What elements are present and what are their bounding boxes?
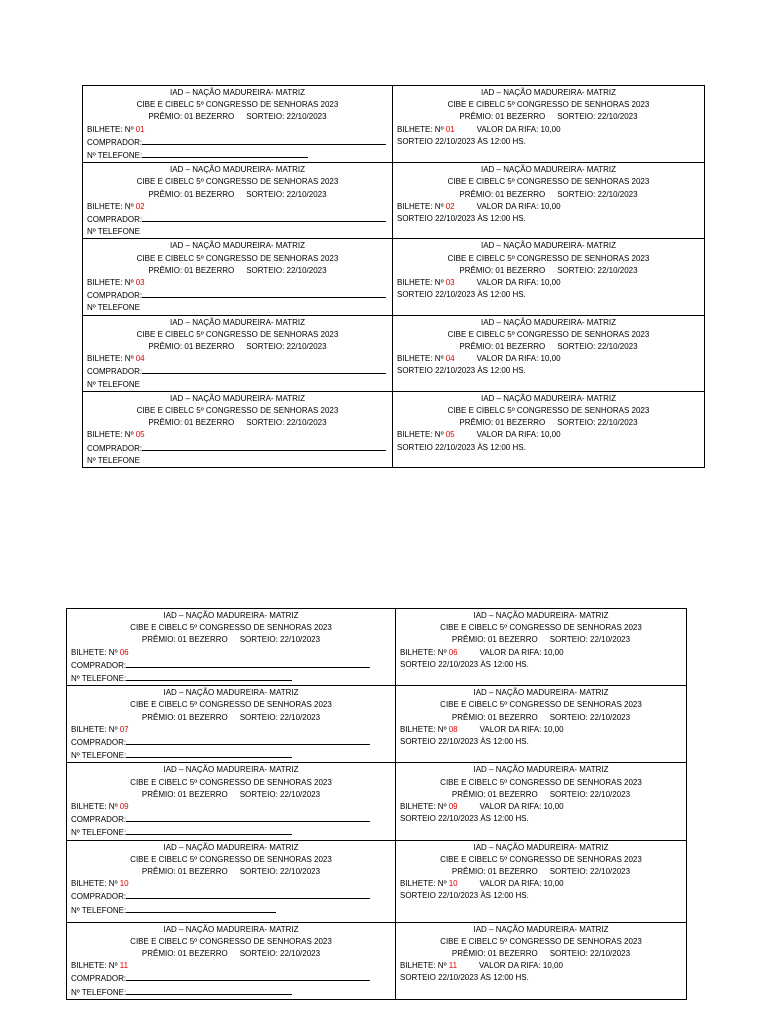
buyer-label: COMPRADOR: [71,738,127,748]
org-name: IAD – NAÇÃO MADUREIRA- MATRIZ [473,688,609,698]
ticket-stub [67,686,396,763]
buyer-field[interactable] [126,972,370,981]
ticket-stub [67,840,396,922]
prize: PRÊMIO: 01 BEZERRO [459,189,546,199]
draw-date: SORTEIO: 22/10/2023 [549,949,631,959]
ticket-stub [83,391,393,467]
event-name: CIBE E CIBELC 5º CONGRESSO DE SENHORAS 2023 [447,329,650,339]
buyer-field[interactable] [142,442,386,451]
prize: PRÊMIO: 01 BEZERRO [459,112,546,122]
draw-time: SORTEIO 22/10/2023 ÀS 12:00 HS. [397,366,526,376]
buyer-label: COMPRADOR: [87,291,143,301]
ticket-row [67,922,687,999]
ticket-row [83,391,705,467]
ticket-label: BILHETE: Nº [87,201,134,211]
raffle-value: VALOR DA RIFA: 10,00 [479,802,564,812]
ticket-row [67,840,687,922]
phone-label: Nº TELEFONE: [71,674,127,684]
org-name: IAD – NAÇÃO MADUREIRA- MATRIZ [481,165,616,175]
org-name: IAD – NAÇÃO MADUREIRA- MATRIZ [481,393,616,403]
draw-date: SORTEIO: 22/10/2023 [239,635,321,645]
prize: PRÊMIO: 01 BEZERRO [459,265,546,275]
ticket-number: 03 [135,278,145,288]
draw-time: SORTEIO 22/10/2023 ÀS 12:00 HS. [397,290,526,300]
ticket-counterfoil [396,609,687,686]
ticket-number: 07 [119,724,129,734]
org-name: IAD – NAÇÃO MADUREIRA- MATRIZ [473,765,609,775]
raffle-sheet-2 [66,608,687,1000]
phone-field[interactable] [126,749,292,758]
buyer-label: COMPRADOR: [71,815,127,825]
event-name: CIBE E CIBELC 5º CONGRESSO DE SENHORAS 2023 [136,253,339,263]
ticket-label: BILHETE: Nº [400,647,447,657]
ticket-counterfoil [396,840,687,922]
ticket-row [83,163,705,239]
ticket-label: BILHETE: Nº [400,802,447,812]
org-name: IAD – NAÇÃO MADUREIRA- MATRIZ [163,842,299,852]
prize: PRÊMIO: 01 BEZERRO [451,949,538,959]
org-name: IAD – NAÇÃO MADUREIRA- MATRIZ [170,165,305,175]
phone-field[interactable] [126,904,276,913]
draw-date: SORTEIO: 22/10/2023 [557,189,638,199]
phone-label: Nº TELEFONE: [87,151,143,161]
ticket-number: 04 [445,354,455,364]
prize: PRÊMIO: 01 BEZERRO [459,418,546,428]
draw-time: SORTEIO 22/10/2023 ÀS 12:00 HS. [400,737,529,747]
draw-date: SORTEIO: 22/10/2023 [239,867,321,877]
draw-date: SORTEIO: 22/10/2023 [557,112,638,122]
buyer-label: COMPRADOR: [71,892,127,902]
draw-time: SORTEIO 22/10/2023 ÀS 12:00 HS. [400,891,529,901]
phone-label: Nº TELEFONE: [71,905,127,915]
org-name: IAD – NAÇÃO MADUREIRA- MATRIZ [473,924,609,934]
org-name: IAD – NAÇÃO MADUREIRA- MATRIZ [473,842,609,852]
ticket-number: 02 [135,201,145,211]
prize: PRÊMIO: 01 BEZERRO [459,342,546,352]
ticket-stub [67,922,396,999]
event-name: CIBE E CIBELC 5º CONGRESSO DE SENHORAS 2023 [440,777,642,787]
event-name: CIBE E CIBELC 5º CONGRESSO DE SENHORAS 2023 [440,854,642,864]
phone-label: Nº TELEFONE: [71,751,127,761]
event-name: CIBE E CIBELC 5º CONGRESSO DE SENHORAS 2023 [440,700,642,710]
prize: PRÊMIO: 01 BEZERRO [451,789,538,799]
draw-date: SORTEIO: 22/10/2023 [246,342,327,352]
phone-label: Nº TELEFONE: [71,828,127,838]
draw-date: SORTEIO: 22/10/2023 [246,265,327,275]
ticket-stub [83,163,393,239]
event-name: CIBE E CIBELC 5º CONGRESSO DE SENHORAS 2023 [447,100,650,110]
ticket-label: BILHETE: Nº [400,724,447,734]
prize: PRÊMIO: 01 BEZERRO [141,867,228,877]
ticket-number: 10 [448,879,458,889]
event-name: CIBE E CIBELC 5º CONGRESSO DE SENHORAS 2023 [136,406,339,416]
org-name: IAD – NAÇÃO MADUREIRA- MATRIZ [170,88,305,97]
ticket-number: 09 [448,802,458,812]
buyer-field[interactable] [126,890,370,899]
buyer-label: COMPRADOR: [71,660,127,670]
ticket-number: 09 [119,802,129,812]
event-name: CIBE E CIBELC 5º CONGRESSO DE SENHORAS 2023 [130,700,332,710]
phone-label: Nº TELEFONE [87,227,141,237]
ticket-number: 01 [445,124,455,134]
ticket-label: BILHETE: Nº [87,278,134,288]
event-name: CIBE E CIBELC 5º CONGRESSO DE SENHORAS 2023 [440,936,642,946]
event-name: CIBE E CIBELC 5º CONGRESSO DE SENHORAS 2023 [447,177,650,187]
prize: PRÊMIO: 01 BEZERRO [148,189,235,199]
ticket-label: BILHETE: Nº [397,430,444,440]
org-name: IAD – NAÇÃO MADUREIRA- MATRIZ [163,611,299,620]
ticket-counterfoil [396,686,687,763]
draw-date: SORTEIO: 22/10/2023 [549,789,631,799]
ticket-label: BILHETE: Nº [87,354,134,364]
org-name: IAD – NAÇÃO MADUREIRA- MATRIZ [163,765,299,775]
draw-date: SORTEIO: 22/10/2023 [246,189,327,199]
ticket-label: BILHETE: Nº [397,354,444,364]
ticket-stub [67,609,396,686]
ticket-counterfoil [393,391,705,467]
prize: PRÊMIO: 01 BEZERRO [148,418,235,428]
ticket-label: BILHETE: Nº [71,961,118,971]
raffle-value: VALOR DA RIFA: 10,00 [476,124,561,134]
ticket-number: 02 [445,201,455,211]
ticket-row [67,609,687,686]
phone-label: Nº TELEFONE [87,455,141,465]
ticket-label: BILHETE: Nº [397,278,444,288]
ticket-label: BILHETE: Nº [87,430,134,440]
prize: PRÊMIO: 01 BEZERRO [148,265,235,275]
org-name: IAD – NAÇÃO MADUREIRA- MATRIZ [163,924,299,934]
ticket-label: BILHETE: Nº [71,879,118,889]
buyer-field[interactable] [126,813,370,822]
draw-time: SORTEIO 22/10/2023 ÀS 12:00 HS. [400,814,529,824]
event-name: CIBE E CIBELC 5º CONGRESSO DE SENHORAS 2023 [447,253,650,263]
org-name: IAD – NAÇÃO MADUREIRA- MATRIZ [473,611,609,620]
buyer-field[interactable] [142,213,386,222]
ticket-label: BILHETE: Nº [400,961,447,971]
ticket-label: BILHETE: Nº [397,124,444,134]
ticket-number: 01 [135,124,145,134]
phone-label: Nº TELEFONE [87,379,141,389]
event-name: CIBE E CIBELC 5º CONGRESSO DE SENHORAS 2023 [447,406,650,416]
org-name: IAD – NAÇÃO MADUREIRA- MATRIZ [481,317,616,327]
ticket-counterfoil [393,163,705,239]
ticket-number: 05 [135,430,145,440]
prize: PRÊMIO: 01 BEZERRO [141,712,228,722]
draw-date: SORTEIO: 22/10/2023 [549,712,631,722]
prize: PRÊMIO: 01 BEZERRO [141,635,228,645]
raffle-value: VALOR DA RIFA: 10,00 [479,961,563,971]
ticket-row [67,763,687,840]
draw-time: SORTEIO 22/10/2023 ÀS 12:00 HS. [400,659,529,669]
raffle-value: VALOR DA RIFA: 10,00 [476,430,561,440]
phone-field[interactable] [126,826,292,835]
event-name: CIBE E CIBELC 5º CONGRESSO DE SENHORAS 2023 [130,936,332,946]
phone-field[interactable] [126,986,292,995]
prize: PRÊMIO: 01 BEZERRO [148,112,235,122]
ticket-label: BILHETE: Nº [71,724,118,734]
buyer-label: COMPRADOR: [87,215,143,225]
draw-date: SORTEIO: 22/10/2023 [246,112,327,122]
draw-date: SORTEIO: 22/10/2023 [239,949,321,959]
prize: PRÊMIO: 01 BEZERRO [451,867,538,877]
ticket-number: 06 [448,647,458,657]
ticket-row [83,315,705,391]
draw-date: SORTEIO: 22/10/2023 [549,867,631,877]
buyer-label: COMPRADOR: [87,367,143,377]
ticket-label: BILHETE: Nº [397,201,444,211]
draw-time: SORTEIO 22/10/2023 ÀS 12:00 HS. [397,214,526,224]
ticket-row [83,239,705,315]
event-name: CIBE E CIBELC 5º CONGRESSO DE SENHORAS 2023 [130,623,332,633]
org-name: IAD – NAÇÃO MADUREIRA- MATRIZ [170,317,305,327]
ticket-counterfoil [393,239,705,315]
ticket-number: 04 [135,354,145,364]
buyer-field[interactable] [142,136,386,145]
org-name: IAD – NAÇÃO MADUREIRA- MATRIZ [170,393,305,403]
event-name: CIBE E CIBELC 5º CONGRESSO DE SENHORAS 2023 [136,100,339,110]
draw-time: SORTEIO 22/10/2023 ÀS 12:00 HS. [400,973,529,983]
raffle-value: VALOR DA RIFA: 10,00 [476,354,561,364]
buyer-field[interactable] [126,736,370,745]
event-name: CIBE E CIBELC 5º CONGRESSO DE SENHORAS 2023 [136,177,339,187]
ticket-label: BILHETE: Nº [400,879,447,889]
prize: PRÊMIO: 01 BEZERRO [141,789,228,799]
phone-label: Nº TELEFONE: [71,987,127,997]
draw-date: SORTEIO: 22/10/2023 [239,789,321,799]
ticket-number: 11 [448,961,458,971]
ticket-stub [83,315,393,391]
ticket-label: BILHETE: Nº [71,802,118,812]
phone-field[interactable] [126,672,292,681]
raffle-value: VALOR DA RIFA: 10,00 [476,278,561,288]
draw-time: SORTEIO 22/10/2023 ÀS 12:00 HS. [397,136,526,146]
buyer-field[interactable] [126,659,370,668]
event-name: CIBE E CIBELC 5º CONGRESSO DE SENHORAS 2023 [130,777,332,787]
buyer-label: COMPRADOR: [71,974,127,984]
org-name: IAD – NAÇÃO MADUREIRA- MATRIZ [163,688,299,698]
ticket-counterfoil [396,763,687,840]
draw-date: SORTEIO: 22/10/2023 [557,342,638,352]
ticket-stub [83,239,393,315]
buyer-field[interactable] [142,289,386,298]
draw-date: SORTEIO: 22/10/2023 [239,712,321,722]
ticket-label: BILHETE: Nº [71,647,118,657]
ticket-counterfoil [393,315,705,391]
ticket-number: 11 [119,961,129,971]
ticket-label: BILHETE: Nº [87,124,134,134]
draw-time: SORTEIO 22/10/2023 ÀS 12:00 HS. [397,442,526,452]
raffle-value: VALOR DA RIFA: 10,00 [476,201,561,211]
ticket-number: 08 [448,724,458,734]
draw-date: SORTEIO: 22/10/2023 [557,418,638,428]
ticket-number: 03 [445,278,455,288]
ticket-number: 10 [119,879,129,889]
ticket-number: 05 [445,430,455,440]
draw-date: SORTEIO: 22/10/2023 [246,418,327,428]
ticket-row [67,686,687,763]
ticket-stub [83,86,393,163]
org-name: IAD – NAÇÃO MADUREIRA- MATRIZ [481,241,616,251]
ticket-row [83,86,705,163]
ticket-counterfoil [393,86,705,163]
event-name: CIBE E CIBELC 5º CONGRESSO DE SENHORAS 2023 [440,623,642,633]
raffle-value: VALOR DA RIFA: 10,00 [479,724,564,734]
phone-field[interactable] [142,149,308,158]
draw-date: SORTEIO: 22/10/2023 [557,265,638,275]
prize: PRÊMIO: 01 BEZERRO [451,635,538,645]
draw-date: SORTEIO: 22/10/2023 [549,635,631,645]
prize: PRÊMIO: 01 BEZERRO [141,949,228,959]
raffle-value: VALOR DA RIFA: 10,00 [479,879,564,889]
buyer-label: COMPRADOR: [87,137,143,147]
prize: PRÊMIO: 01 BEZERRO [451,712,538,722]
raffle-value: VALOR DA RIFA: 10,00 [479,647,564,657]
event-name: CIBE E CIBELC 5º CONGRESSO DE SENHORAS 2023 [130,854,332,864]
org-name: IAD – NAÇÃO MADUREIRA- MATRIZ [170,241,305,251]
buyer-field[interactable] [142,365,386,374]
prize: PRÊMIO: 01 BEZERRO [148,342,235,352]
ticket-number: 06 [119,647,129,657]
raffle-sheet-1 [82,85,705,468]
phone-label: Nº TELEFONE [87,303,141,313]
event-name: CIBE E CIBELC 5º CONGRESSO DE SENHORAS 2023 [136,329,339,339]
ticket-counterfoil [396,922,687,999]
buyer-label: COMPRADOR: [87,443,143,453]
ticket-stub [67,763,396,840]
org-name: IAD – NAÇÃO MADUREIRA- MATRIZ [481,88,616,97]
